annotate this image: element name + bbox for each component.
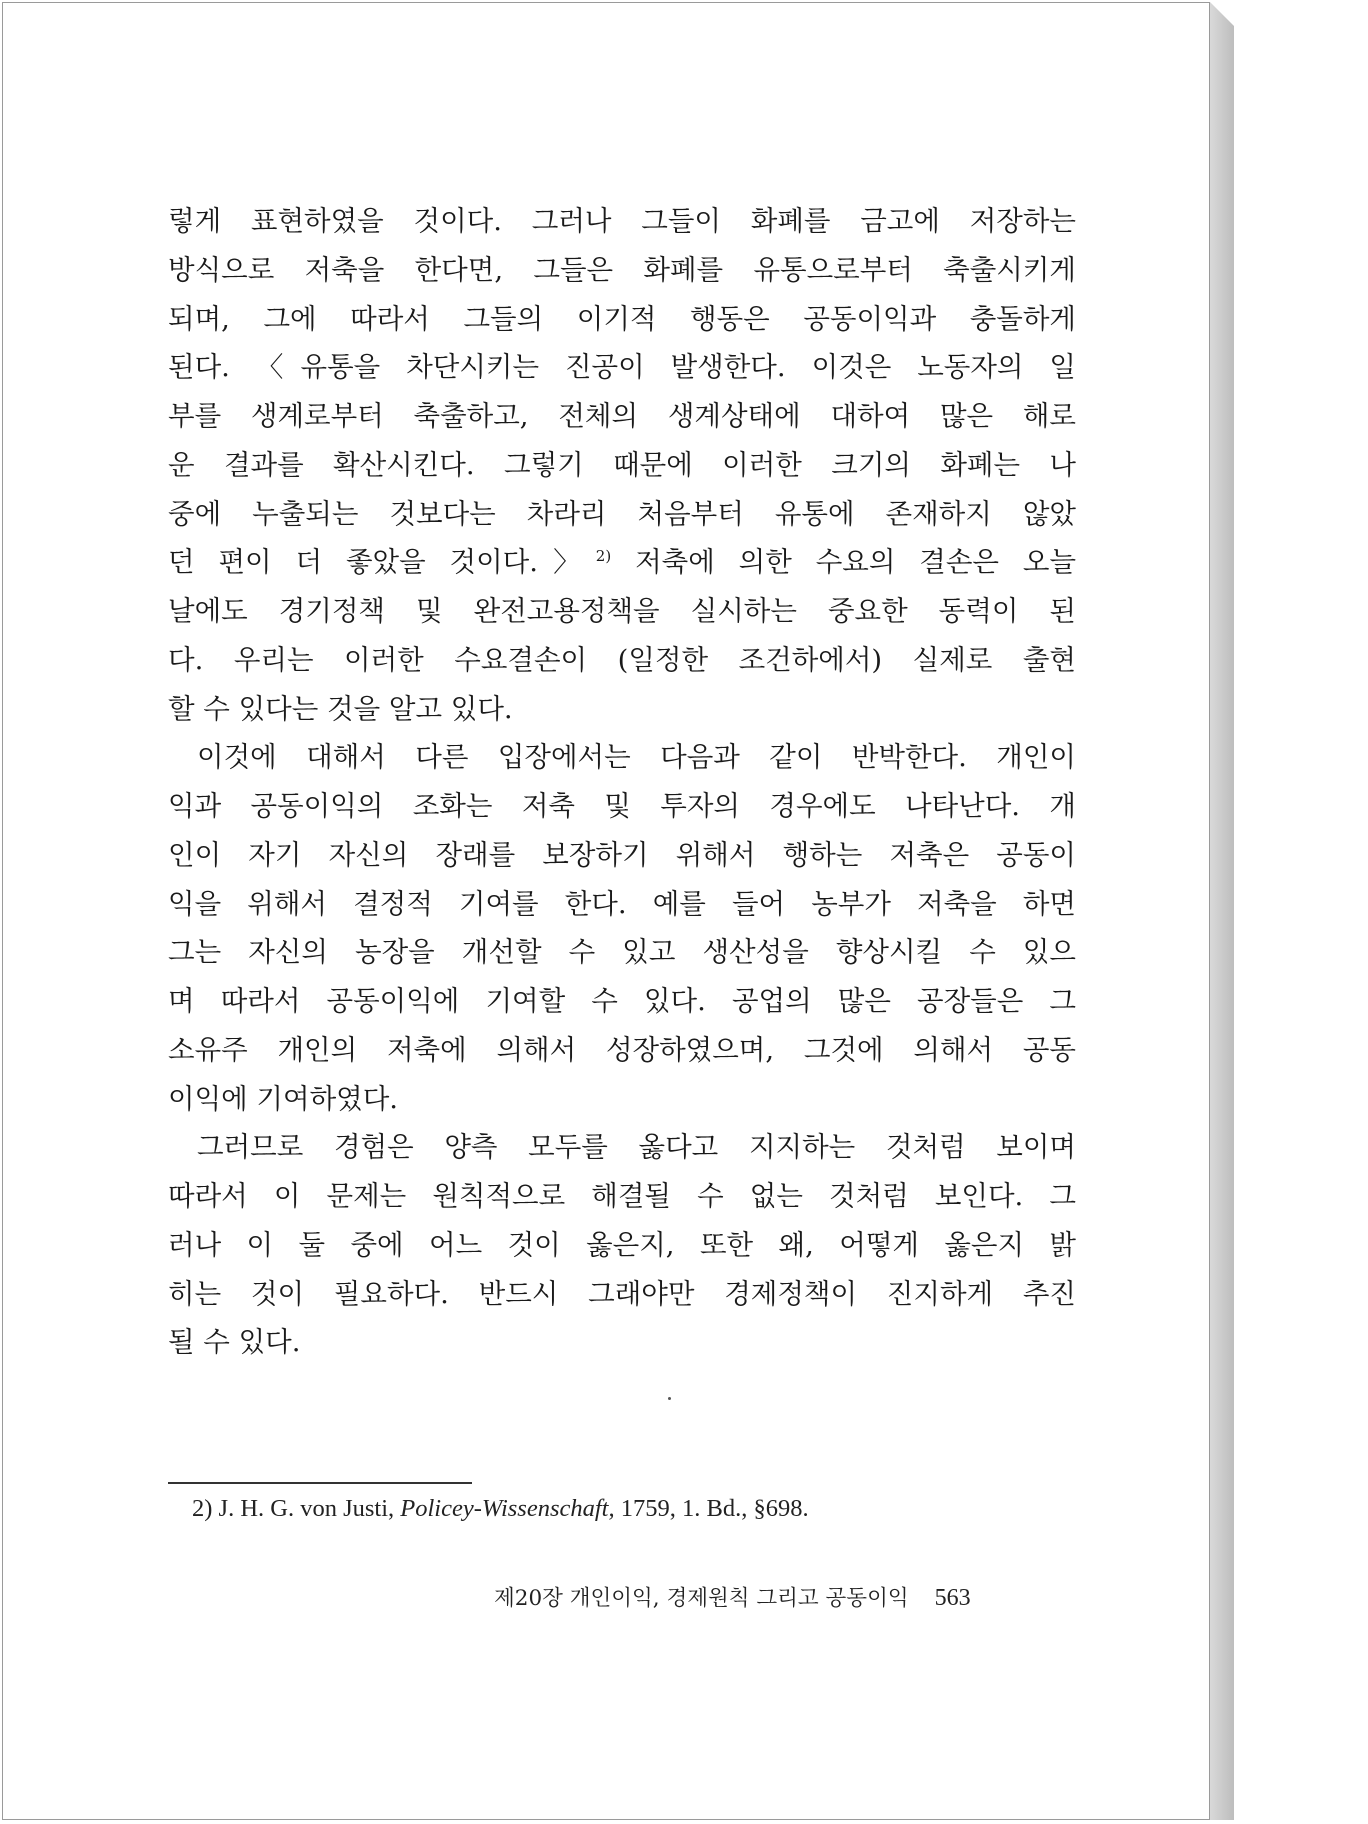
text-line: 렇게 표현하였을 것이다. 그러나 그들이 화폐를 금고에 저장하는 <box>168 205 1076 237</box>
page-edge-shadow <box>1210 2 1234 1820</box>
text-line: 이익에 기여하였다. <box>168 1082 399 1115</box>
text-line: 되며, 그에 따라서 그들의 이기적 행동은 공동이익과 충돌하게 <box>168 302 1076 335</box>
page-number: 563 <box>934 1585 971 1611</box>
footnote-title: Policey-Wissenschaft, <box>400 1495 615 1522</box>
text-line: 인이 자기 자신의 장래를 보장하기 위해서 행하는 저축은 공동이 <box>168 838 1076 871</box>
text-line: 익과 공동이익의 조화는 저축 및 투자의 경우에도 나타난다. 개 <box>168 790 1076 822</box>
footnote <box>192 1495 809 1523</box>
text-line: 중에 누출되는 것보다는 차라리 처음부터 유통에 존재하지 않았 <box>168 497 1076 530</box>
footnote-author: J. H. G. von Justi, <box>218 1495 395 1522</box>
footnote-reference[interactable]: 2) <box>595 547 612 566</box>
footnote-details: 1759, 1. Bd., §698. <box>620 1495 809 1522</box>
text-segment: 던 편이 더 좋았을 것이다.〉 <box>168 546 596 579</box>
text-line: 그러므로 경험은 양측 모두를 옳다고 지지하는 것처럼 보이며 <box>197 1131 1076 1164</box>
text-line: 부를 생계로부터 축출하고, 전체의 생계상태에 대하여 많은 해로 <box>168 400 1076 432</box>
text-line: 운 결과를 확산시킨다. 그렇기 때문에 이러한 크기의 화폐는 나 <box>168 448 1076 481</box>
text-line: 소유주 개인의 저축에 의해서 성장하였으며, 그것에 의해서 공동 <box>168 1033 1076 1066</box>
chapter-title: 제20장 개인이익, 경제원칙 그리고 공동이익 <box>494 1586 909 1611</box>
paragraph-2 <box>168 733 1076 1123</box>
body-text <box>168 197 1076 1367</box>
paragraph-3 <box>168 1123 1076 1367</box>
footnote-number: 2) <box>192 1495 213 1522</box>
text-line: 며 따라서 공동이익에 기여할 수 있다. 공업의 많은 공장들은 그 <box>168 985 1076 1017</box>
text-line: 된다. 〈유통을 차단시키는 진공이 발생한다. 이것은 노동자의 일 <box>168 351 1076 384</box>
paragraph-1 <box>168 197 1076 733</box>
text-line-with-footnote <box>168 538 1076 587</box>
text-line: 될 수 있다. <box>168 1326 301 1359</box>
scan-speck <box>668 1397 671 1400</box>
text-segment: 저축에 의한 수요의 결손은 오늘 <box>635 546 1077 579</box>
text-line: 익을 위해서 결정적 기여를 한다. 예를 들어 농부가 저축을 하면 <box>168 887 1076 920</box>
text-line: 다. 우리는 이러한 수요결손이 (일정한 조건하에서) 실제로 출현 <box>168 643 1076 676</box>
text-line: 히는 것이 필요하다. 반드시 그래야만 경제정책이 진지하게 추진 <box>168 1277 1076 1310</box>
text-line: 날에도 경기정책 및 완전고용정책을 실시하는 중요한 동력이 된 <box>168 595 1076 627</box>
text-line: 방식으로 저축을 한다면, 그들은 화폐를 유통으로부터 축출시키게 <box>168 253 1076 286</box>
text-line: 할 수 있다는 것을 알고 있다. <box>168 692 513 725</box>
text-line: 따라서 이 문제는 원칙적으로 해결될 수 없는 것처럼 보인다. 그 <box>168 1180 1076 1212</box>
footnote-divider <box>168 1482 472 1484</box>
text-line: 그는 자신의 농장을 개선할 수 있고 생산성을 향상시킬 수 있으 <box>168 936 1076 969</box>
running-footer <box>494 1581 971 1612</box>
text-line: 이것에 대해서 다른 입장에서는 다음과 같이 반박한다. 개인이 <box>197 741 1076 774</box>
text-line: 러나 이 둘 중에 어느 것이 옳은지, 또한 왜, 어떻게 옳은지 밝 <box>168 1228 1076 1261</box>
